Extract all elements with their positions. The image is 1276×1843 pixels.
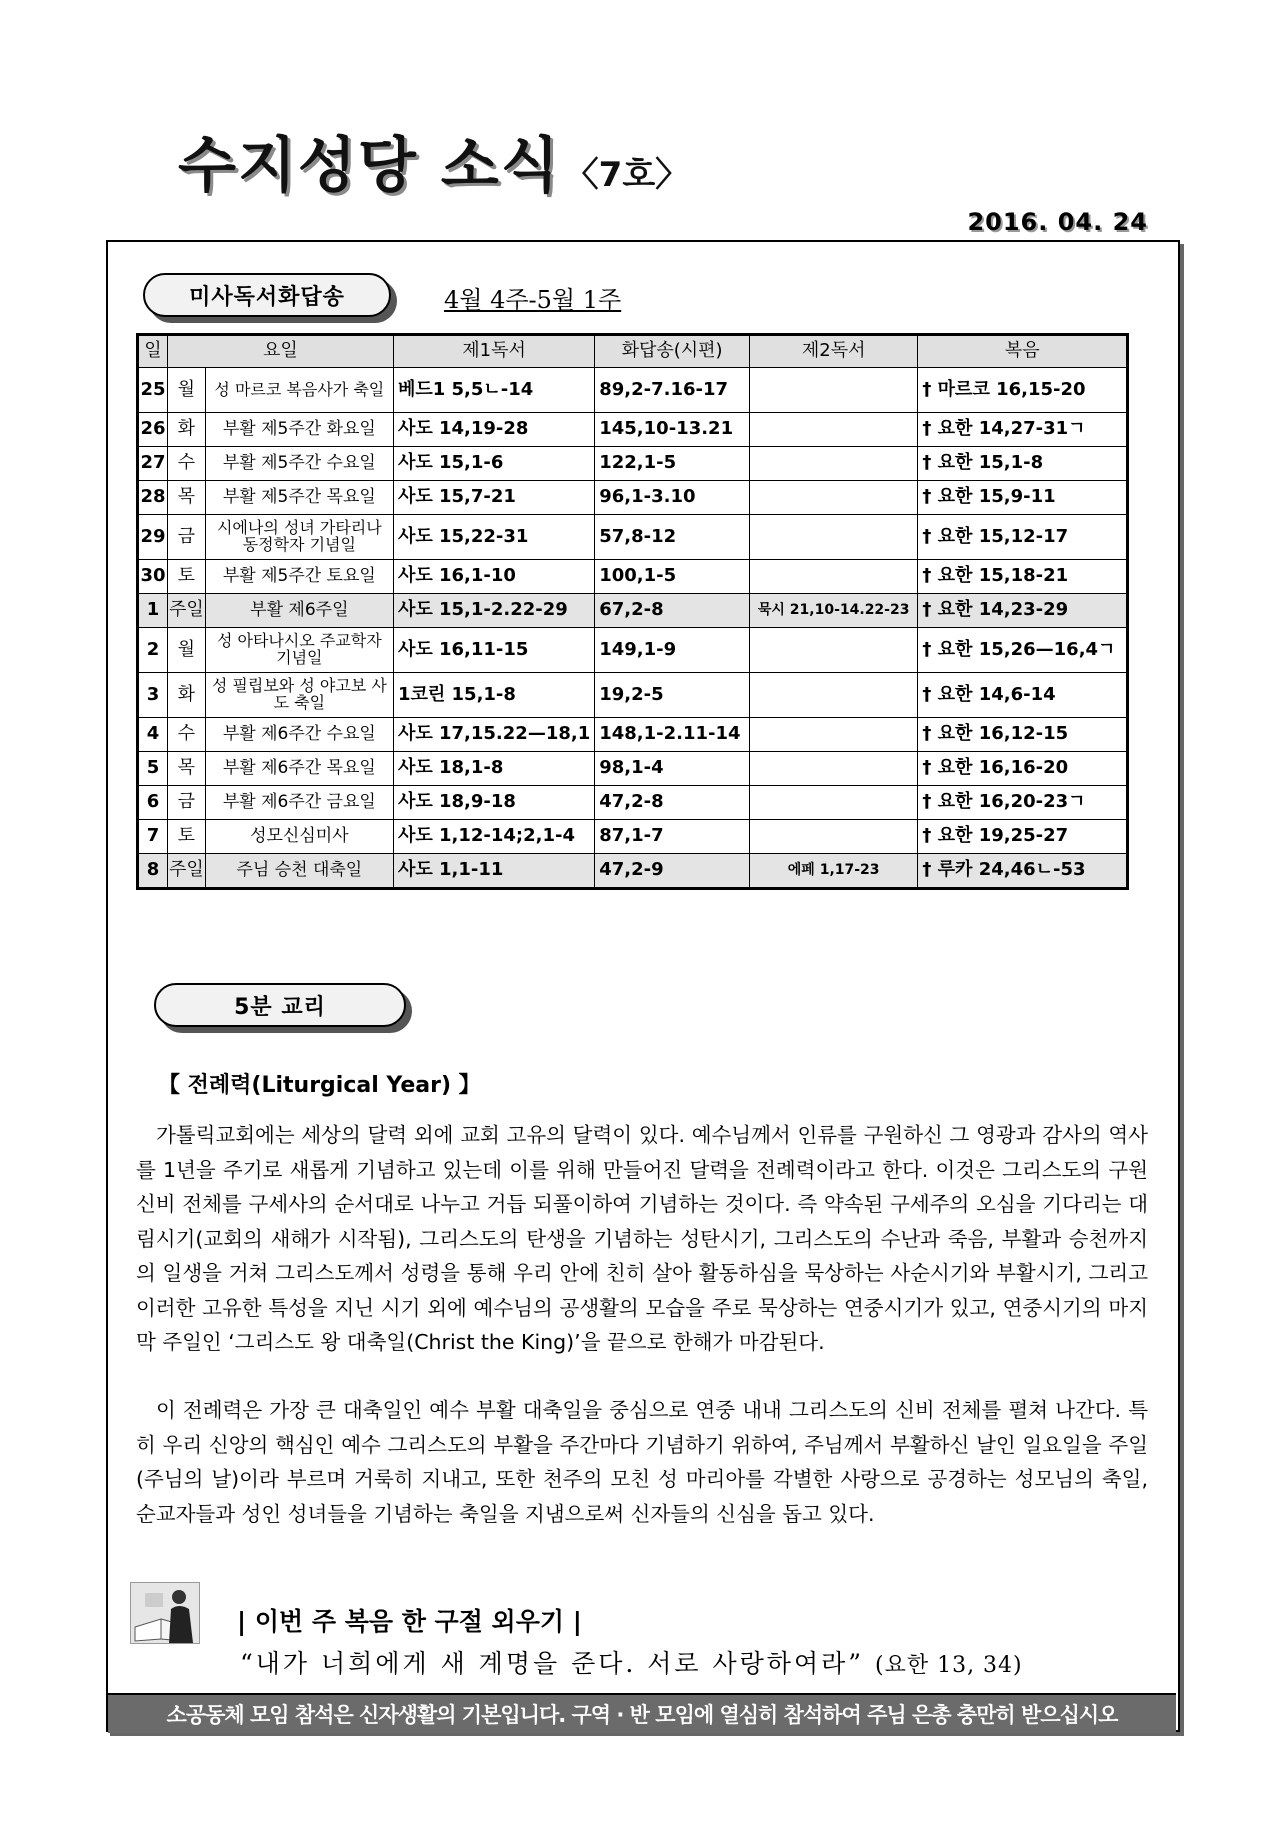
cell-gospel: † 요한 16,16-20 <box>918 752 1128 786</box>
cell-psalm: 149,1-9 <box>595 628 750 673</box>
cell-second-reading <box>749 673 917 718</box>
cell-weekday: 화 <box>167 673 205 718</box>
cell-day: 26 <box>138 413 168 447</box>
cell-feast: 부활 제6주간 목요일 <box>205 752 393 786</box>
cell-psalm: 100,1-5 <box>595 560 750 594</box>
cell-gospel: † 마르코 16,15-20 <box>918 368 1128 413</box>
cell-gospel: † 요한 15,1-8 <box>918 447 1128 481</box>
cell-psalm: 67,2-8 <box>595 594 750 628</box>
cell-feast: 성 마르코 복음사가 축일 <box>205 368 393 413</box>
cell-first-reading: 사도 15,7-21 <box>393 481 594 515</box>
cell-first-reading: 사도 1,12-14;2,1-4 <box>393 820 594 854</box>
cell-day: 1 <box>138 594 168 628</box>
cell-second-reading <box>749 786 917 820</box>
table-row <box>138 560 1128 594</box>
cell-first-reading: 사도 16,1-10 <box>393 560 594 594</box>
cell-weekday: 화 <box>167 413 205 447</box>
table-row <box>138 368 1128 413</box>
table-row <box>138 786 1128 820</box>
cell-day: 30 <box>138 560 168 594</box>
cell-psalm: 87,1-7 <box>595 820 750 854</box>
cell-day: 7 <box>138 820 168 854</box>
cell-feast: 성모신심미사 <box>205 820 393 854</box>
cell-feast: 부활 제6주일 <box>205 594 393 628</box>
cell-second-reading <box>749 368 917 413</box>
cell-gospel: † 요한 16,12-15 <box>918 718 1128 752</box>
table-row <box>138 628 1128 673</box>
cell-weekday: 월 <box>167 368 205 413</box>
table-row <box>138 515 1128 560</box>
cell-first-reading: 사도 15,1-2.22-29 <box>393 594 594 628</box>
cell-weekday: 토 <box>167 560 205 594</box>
table-row <box>138 481 1128 515</box>
cell-weekday: 목 <box>167 752 205 786</box>
memorize-verse-title: | 이번 주 복음 한 구절 외우기 | <box>237 1607 582 1636</box>
cell-weekday: 금 <box>167 515 205 560</box>
col-header-day: 일 <box>138 335 168 368</box>
cell-gospel: † 요한 15,9-11 <box>918 481 1128 515</box>
cell-feast: 시에나의 성녀 가타리나 동정학자 기념일 <box>205 515 393 560</box>
footer-banner: 소공동체 모임 참석은 신자생활의 기본입니다. 구역 · 반 모임에 열심히 참석하여 주님 은총 충만히 받으십시오 <box>108 1693 1176 1733</box>
cell-first-reading: 사도 16,11-15 <box>393 628 594 673</box>
cell-second-reading <box>749 820 917 854</box>
cell-weekday: 주일 <box>167 854 205 889</box>
cell-feast: 부활 제5주간 목요일 <box>205 481 393 515</box>
table-row <box>138 752 1128 786</box>
cell-first-reading: 사도 15,1-6 <box>393 447 594 481</box>
cell-psalm: 47,2-9 <box>595 854 750 889</box>
col-header-first-reading: 제1독서 <box>393 335 594 368</box>
cell-weekday: 금 <box>167 786 205 820</box>
cell-weekday: 수 <box>167 718 205 752</box>
cell-weekday: 월 <box>167 628 205 673</box>
cell-feast: 부활 제5주간 화요일 <box>205 413 393 447</box>
col-header-weekday: 요일 <box>167 335 393 368</box>
issue-number: 〈7호〉 <box>564 155 690 195</box>
table-row-sunday <box>138 854 1128 889</box>
title-text: 수지성당 소식 <box>178 131 561 201</box>
quote-reference: (요한 13, 34) <box>875 1653 1023 1678</box>
cell-second-reading: 묵시 21,10-14.22-23 <box>749 594 917 628</box>
table-header-row <box>138 335 1128 368</box>
cell-day: 3 <box>138 673 168 718</box>
cell-psalm: 122,1-5 <box>595 447 750 481</box>
cell-feast: 성 필립보와 성 야고보 사도 축일 <box>205 673 393 718</box>
date-range: 4월 4주-5월 1주 <box>444 286 622 314</box>
cell-second-reading <box>749 628 917 673</box>
cell-day: 25 <box>138 368 168 413</box>
cell-second-reading <box>749 413 917 447</box>
cell-first-reading: 베드1 5,5ㄴ-14 <box>393 368 594 413</box>
cell-feast: 부활 제6주간 수요일 <box>205 718 393 752</box>
cell-gospel: † 요한 19,25-27 <box>918 820 1128 854</box>
cell-feast: 부활 제6주간 금요일 <box>205 786 393 820</box>
cell-gospel: † 요한 14,27-31ㄱ <box>918 413 1128 447</box>
issue-date: 2016. 04. 24 <box>967 208 1148 236</box>
cell-weekday: 주일 <box>167 594 205 628</box>
cell-second-reading <box>749 515 917 560</box>
cell-feast: 부활 제5주간 토요일 <box>205 560 393 594</box>
cell-gospel: † 요한 15,18-21 <box>918 560 1128 594</box>
cell-second-reading <box>749 718 917 752</box>
cell-feast: 부활 제5주간 수요일 <box>205 447 393 481</box>
cell-feast: 성 아타나시오 주교학자 기념일 <box>205 628 393 673</box>
cell-gospel: † 루카 24,46ㄴ-53 <box>918 854 1128 889</box>
cell-second-reading <box>749 481 917 515</box>
cell-psalm: 96,1-3.10 <box>595 481 750 515</box>
doctrine-heading: 【 전례력(Liturgical Year) 】 <box>158 1073 481 1098</box>
cell-psalm: 47,2-8 <box>595 786 750 820</box>
cell-day: 27 <box>138 447 168 481</box>
table-row <box>138 413 1128 447</box>
cell-psalm: 19,2-5 <box>595 673 750 718</box>
col-header-gospel: 복음 <box>918 335 1128 368</box>
section-label-readings: 미사독서화답송 <box>143 273 391 317</box>
cell-first-reading: 사도 15,22-31 <box>393 515 594 560</box>
cell-day: 8 <box>138 854 168 889</box>
cell-gospel: † 요한 16,20-23ㄱ <box>918 786 1128 820</box>
doctrine-paragraph-2: 이 전례력은 가장 큰 대축일인 예수 부활 대축일을 중심으로 연중 내내 그리스도의 신비 전체를 펼쳐 나간다. 특히 우리 신앙의 핵심인 예수 그리스도의 부활을 주간마다 기념하기 위하여, 주님께서 부활하신 날인 일요일을 주일(주님의 날)이라 부르며 거룩히 지내고, 또한 천주의 모친 성 마리아를 각별한 사랑으로 공경하는 성모님의 축일, 순교자들과 성인 성녀들을 기념하는 축일을 지냄으로써 신자들의 신심을 돕고 있다. <box>136 1398 1148 1526</box>
cell-second-reading: 에페 1,17-23 <box>749 854 917 889</box>
doctrine-paragraph-1: 가톨릭교회에는 세상의 달력 외에 교회 고유의 달력이 있다. 예수님께서 인류를 구원하신 그 영광과 감사의 역사를 1년을 주기로 새롭게 기념하고 있는데 이를 위해 만들어진 달력을 전례력이라고 한다. 이것은 그리스도의 구원신비 전체를 구세사의 순서대로 나누고 거듭 되풀이하여 기념하는 것이다. 즉 약속된 구세주의 오심을 기다리는 대림시기(교회의 새해가 시작됨), 그리스도의 탄생을 기념하는 성탄시기, 그리스도의 수난과 죽음, 부활과 승천까지의 일생을 거쳐 그리스도께서 성령을 통해 우리 안에 친히 살아 활동하심을 묵상하는 사순시기와 부활시기, 그리고 이러한 고유한 특성을 지닌 시기 외에 예수님의 공생활의 모습을 주로 묵상하는 연중시기가 있고, 연중시기의 마지막 주일인 ‘그리스도 왕 대축일(Christ the King)’을 끝으로 한해가 마감된다. <box>136 1123 1148 1354</box>
cell-gospel: † 요한 15,26—16,4ㄱ <box>918 628 1128 673</box>
cell-psalm: 145,10-13.21 <box>595 413 750 447</box>
cell-first-reading: 사도 14,19-28 <box>393 413 594 447</box>
cell-first-reading: 사도 17,15.22—18,1 <box>393 718 594 752</box>
cell-psalm: 89,2-7.16-17 <box>595 368 750 413</box>
cell-first-reading: 사도 18,9-18 <box>393 786 594 820</box>
cell-second-reading <box>749 752 917 786</box>
section-label-doctrine: 5분 교리 <box>154 983 406 1027</box>
cell-gospel: † 요한 14,6-14 <box>918 673 1128 718</box>
cell-first-reading: 사도 1,1-11 <box>393 854 594 889</box>
bible-reading-illustration <box>131 1583 199 1643</box>
cell-psalm: 148,1-2.11-14 <box>595 718 750 752</box>
table-row-sunday <box>138 594 1128 628</box>
table-row <box>138 718 1128 752</box>
cell-day: 6 <box>138 786 168 820</box>
cell-day: 2 <box>138 628 168 673</box>
quote-text: “내가 너희에게 새 계명을 준다. 서로 사랑하여라” <box>240 1649 865 1678</box>
cell-psalm: 98,1-4 <box>595 752 750 786</box>
table-row <box>138 447 1128 481</box>
cell-psalm: 57,8-12 <box>595 515 750 560</box>
table-row <box>138 673 1128 718</box>
cell-day: 28 <box>138 481 168 515</box>
cell-weekday: 수 <box>167 447 205 481</box>
gospel-quote <box>240 1644 1023 1680</box>
col-header-second-reading: 제2독서 <box>749 335 917 368</box>
readings-table <box>136 333 1129 890</box>
cell-second-reading <box>749 560 917 594</box>
cell-day: 4 <box>138 718 168 752</box>
col-header-psalm: 화답송(시편) <box>595 335 750 368</box>
cell-first-reading: 1코린 15,1-8 <box>393 673 594 718</box>
cell-weekday: 토 <box>167 820 205 854</box>
cell-day: 29 <box>138 515 168 560</box>
bible-reading-image <box>130 1582 200 1644</box>
newsletter-title <box>178 118 689 204</box>
cell-first-reading: 사도 18,1-8 <box>393 752 594 786</box>
cell-day: 5 <box>138 752 168 786</box>
cell-weekday: 목 <box>167 481 205 515</box>
table-row <box>138 820 1128 854</box>
cell-gospel: † 요한 15,12-17 <box>918 515 1128 560</box>
cell-second-reading <box>749 447 917 481</box>
cell-feast: 주님 승천 대축일 <box>205 854 393 889</box>
cell-gospel: † 요한 14,23-29 <box>918 594 1128 628</box>
